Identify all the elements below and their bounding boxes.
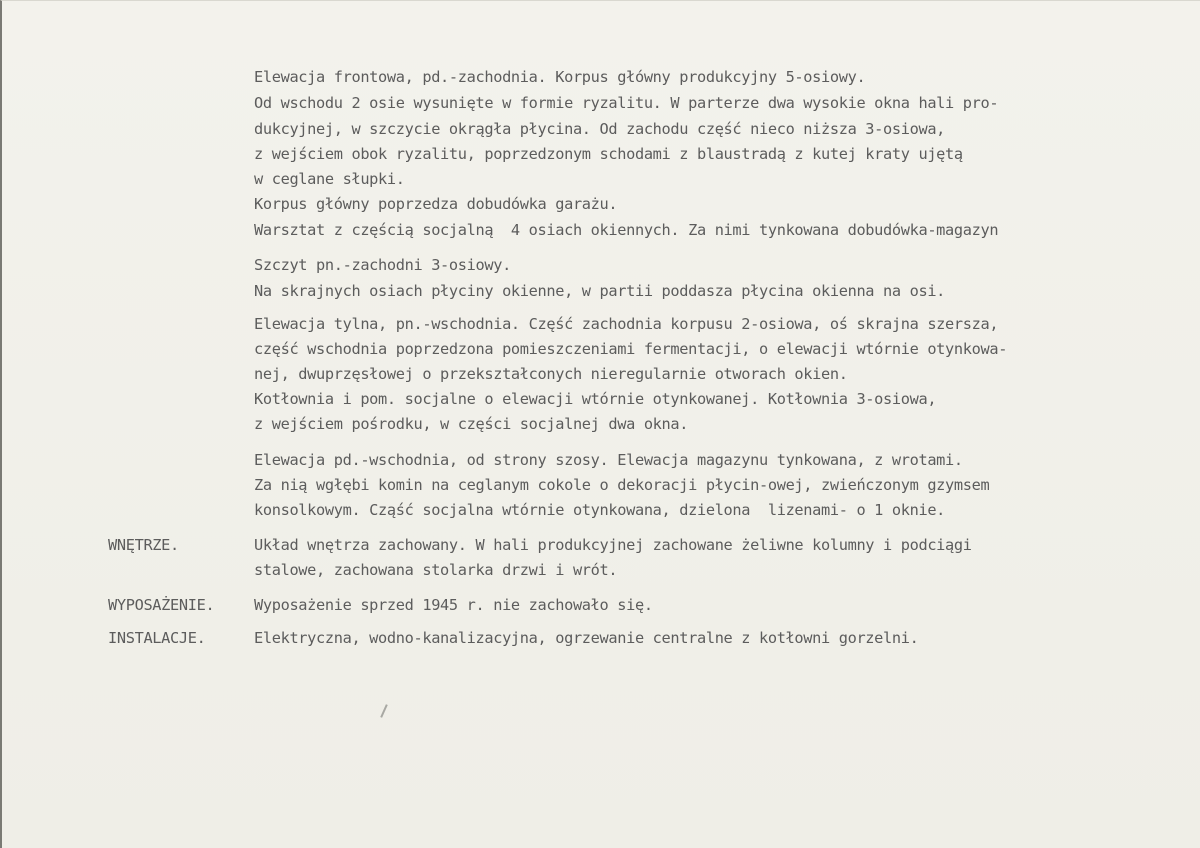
text-line: stalowe, zachowana stolarka drzwi i wrót. [254, 561, 618, 579]
text-line: Od wschodu 2 osie wysunięte w formie ryzalitu. W parterze dwa wysokie okna hali pro- [254, 94, 999, 112]
text-line: z wejściem pośrodku, w części socjalnej dwa okna. [254, 415, 689, 433]
section-label-wyposazenie: WYPOSAŻENIE. [108, 596, 215, 614]
text-line: Wyposażenie sprzed 1945 r. nie zachowało się. [254, 596, 653, 614]
text-line: Elewacja pd.-wschodnia, od strony szosy. Elewacja magazynu tynkowana, z wrotami. [254, 451, 963, 469]
text-line: Kotłownia i pom. socjalne o elewacji wtórnie otynkowanej. Kotłownia 3-osiowa, [254, 390, 937, 408]
text-line: Układ wnętrza zachowany. W hali produkcyjnej zachowane żeliwne kolumny i podciągi [254, 536, 972, 554]
text-line: Na skrajnych osiach płyciny okienne, w partii poddasza płycina okienna na osi. [254, 282, 946, 300]
text-line: Za nią wgłębi komin na ceglanym cokole o dekoracji płycin-owej, zwieńczonym gzymsem [254, 476, 990, 494]
pen-mark [380, 704, 388, 718]
section-label-wnetrze: WNĘTRZE. [108, 536, 179, 554]
text-line: Elektryczna, wodno-kanalizacyjna, ogrzewanie centralne z kotłowni gorzelni. [254, 629, 919, 647]
text-line: Warsztat z częścią socjalną 4 osiach okiennych. Za nimi tynkowana dobudówka-magazyn [254, 221, 999, 239]
text-line: Korpus główny poprzedza dobudówka garażu. [254, 195, 618, 213]
text-line: z wejściem obok ryzalitu, poprzedzonym schodami z blaustradą z kutej kraty ujętą [254, 145, 963, 163]
text-line: Elewacja tylna, pn.-wschodnia. Część zachodnia korpusu 2-osiowa, oś skrajna szersza, [254, 315, 999, 333]
section-label-instalacje: INSTALACJE. [108, 629, 206, 647]
text-line: w ceglane słupki. [254, 170, 405, 188]
text-line: nej, dwuprzęsłowej o przekształconych nieregularnie otworach okien. [254, 365, 848, 383]
text-line: Szczyt pn.-zachodni 3-osiowy. [254, 256, 511, 274]
text-line: dukcyjnej, w szczycie okrągła płycina. Od zachodu część nieco niższa 3-osiowa, [254, 120, 946, 138]
text-line: konsolkowym. Cząść socjalna wtórnie otynkowana, dzielona lizenami- o 1 oknie. [254, 501, 946, 519]
text-line: część wschodnia poprzedzona pomieszczeniami fermentacji, o elewacji wtórnie otynkowa- [254, 340, 1008, 358]
text-line: Elewacja frontowa, pd.-zachodnia. Korpus główny produkcyjny 5-osiowy. [254, 68, 866, 86]
